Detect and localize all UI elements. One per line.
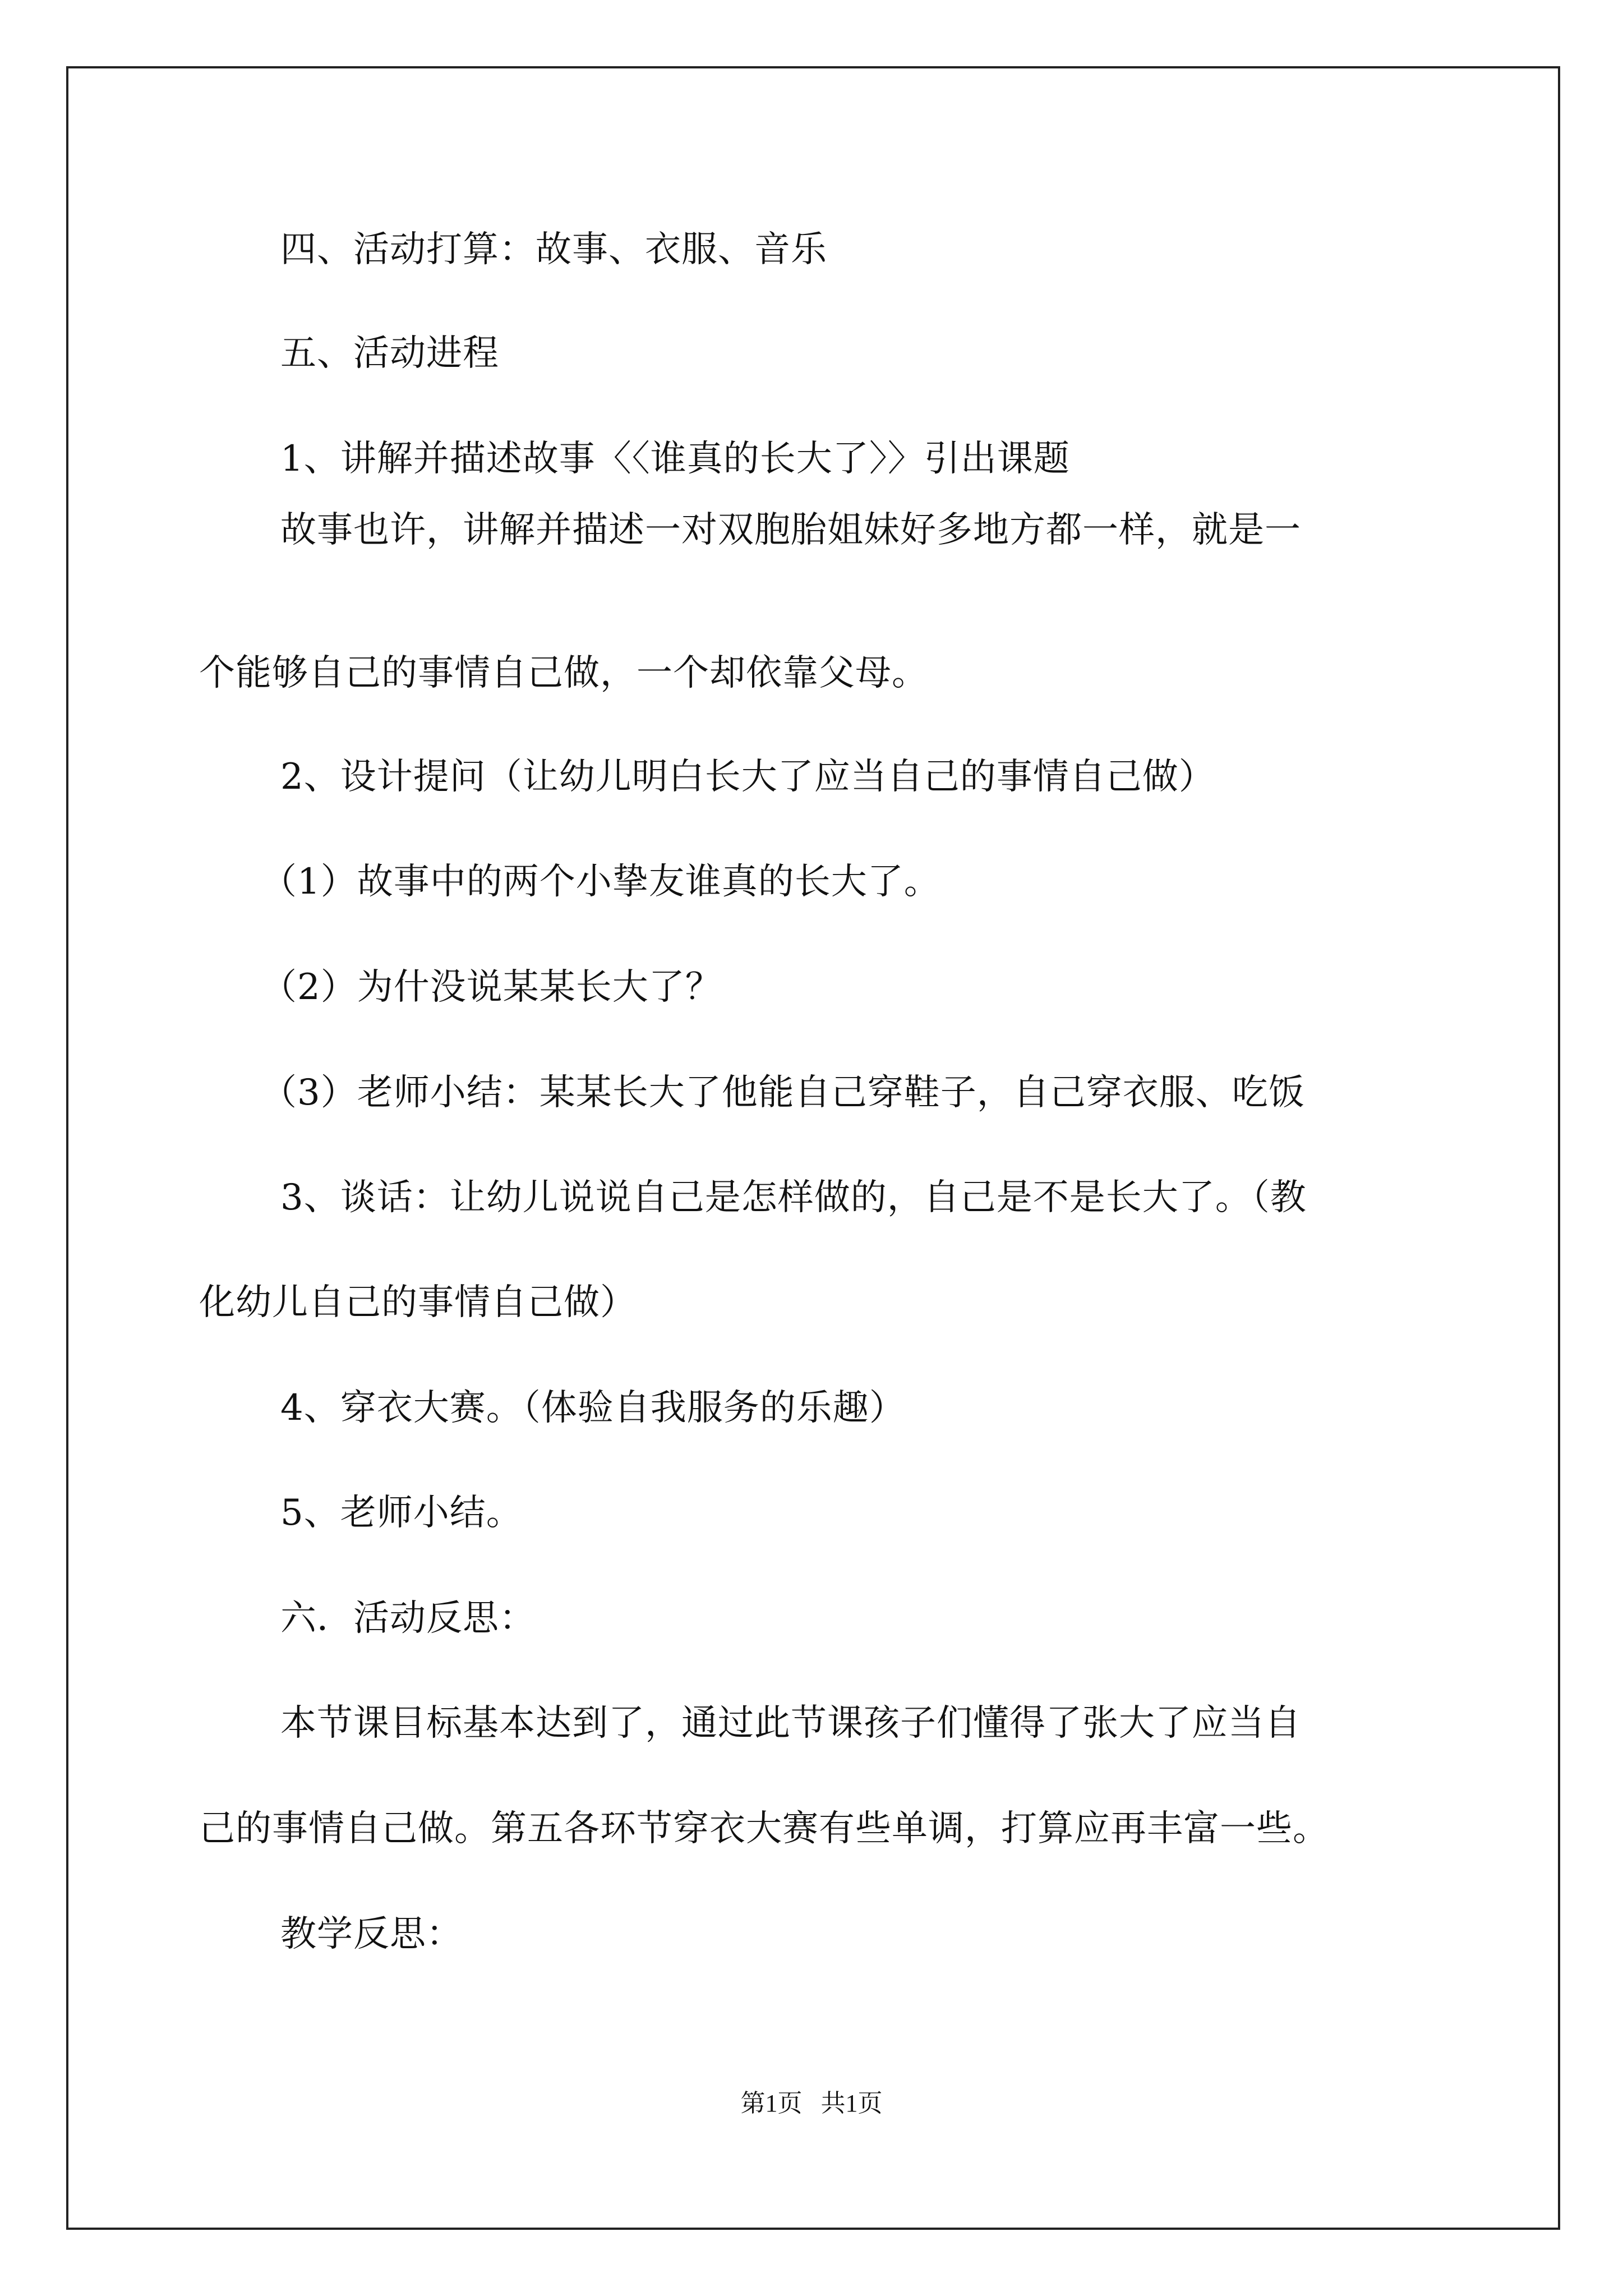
section-heading-preparation: 四、活动打算：故事、衣服、音乐 [280,229,827,270]
teaching-reflection-heading: 教学反思： [280,1913,463,1955]
story-paragraph-line-2: 个能够自己的事情自己做，一个却依靠父母。 [199,652,928,694]
section-heading-reflection: 六．活动反思： [280,1598,536,1639]
step-5-heading: 5、老师小结。 [280,1492,523,1534]
question-3: （3）老师小结：某某长大了他能自己穿鞋子，自己穿衣服、吃饭 [261,1072,1305,1114]
step-3-line-1: 3、谈话：让幼儿说说自己是怎样做的，自己是不是长大了。（教 [280,1177,1307,1218]
section-heading-process: 五、活动进程 [280,333,499,374]
reflection-paragraph-line-1: 本节课目标基本达到了，通过此节课孩子们懂得了张大了应当自 [280,1703,1301,1744]
story-paragraph-line-1: 故事也许，讲解并描述一对双胞胎姐妹好多地方都一样，就是一 [280,509,1301,551]
step-1-heading: 1、讲解并描述故事〈〈谁真的长大了〉〉引出课题 [280,438,1070,480]
step-2-heading: 2、设计提问（让幼儿明白长大了应当自己的事情自己做） [280,756,1215,798]
reflection-paragraph-line-2: 己的事情自己做。第五各环节穿衣大赛有些单调，打算应再丰富一些。 [199,1808,1329,1849]
question-2: （2）为什没说某某长大了？ [261,967,722,1008]
step-4-heading: 4、穿衣大赛。（体验自我服务的乐趣） [280,1387,906,1429]
page-border [66,66,1560,2230]
step-3-line-2: 化幼儿自己的事情自己做） [199,1282,637,1323]
page-number-footer: 第1页 共1页 [740,2090,883,2117]
question-1: （1）故事中的两个小挚友谁真的长大了。 [261,861,940,903]
